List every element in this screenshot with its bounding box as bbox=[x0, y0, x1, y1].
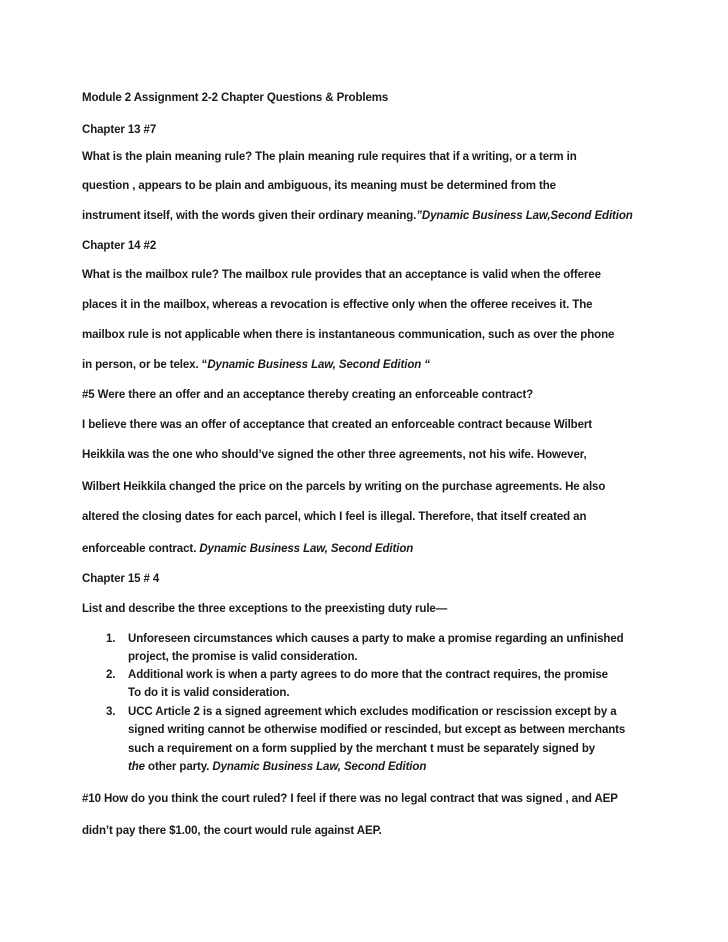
list-number: 1. bbox=[106, 633, 116, 645]
paragraph-line: I believe there was an offer of acceptance that created an enforceable contract because Wilbert bbox=[82, 419, 592, 431]
paragraph-line: What is the plain meaning rule? The plain meaning rule requires that if a writing, or a term in bbox=[82, 151, 577, 163]
paragraph-line: mailbox rule is not applicable when there is instantaneous communication, such as over the phone bbox=[82, 329, 615, 341]
paragraph-line: Wilbert Heikkila changed the price on the parcels by writing on the purchase agreements. He also bbox=[82, 481, 606, 493]
paragraph-text: in person, or be telex. “ bbox=[82, 359, 208, 371]
paragraph-line bbox=[82, 209, 633, 223]
list-item-line: signed writing cannot be otherwise modified or rescinded, but except as between merchants bbox=[128, 724, 626, 736]
citation: Dynamic Business Law, Second Edition “ bbox=[207, 359, 430, 371]
paragraph-line: didn’t pay there $1.00, the court would rule against AEP. bbox=[82, 825, 382, 837]
paragraph-line bbox=[82, 358, 430, 372]
paragraph-line: List and describe the three exceptions to the preexisting duty rule— bbox=[82, 603, 448, 615]
citation: Dynamic Business Law, Second Edition bbox=[212, 761, 427, 773]
citation: Dynamic Business Law, Second Edition bbox=[199, 543, 414, 555]
paragraph-text: instrument itself, with the words given their ordinary meaning. bbox=[82, 210, 417, 222]
paragraph-line: places it in the mailbox, whereas a revocation is effective only when the offeree receives it. The bbox=[82, 299, 593, 311]
chapter-14-heading: Chapter 14 #2 bbox=[82, 240, 157, 252]
chapter-15-heading: Chapter 15 # 4 bbox=[82, 573, 160, 585]
paragraph-line: altered the closing dates for each parcel, which I feel is illegal. Therefore, that itself created an bbox=[82, 511, 587, 523]
chapter-13-heading: Chapter 13 #7 bbox=[82, 124, 157, 136]
paragraph-line: What is the mailbox rule? The mailbox rule provides that an acceptance is valid when the offeree bbox=[82, 269, 601, 281]
list-item-text: other party. bbox=[144, 761, 213, 773]
list-item-text: the bbox=[128, 761, 145, 773]
question-10: #10 How do you think the court ruled? I feel if there was no legal contract that was signed , and AEP bbox=[82, 793, 618, 805]
paragraph-line bbox=[82, 542, 413, 556]
list-item-line: such a requirement on a form supplied by the merchant t must be separately signed by bbox=[128, 743, 596, 755]
document-title: Module 2 Assignment 2-2 Chapter Questions & Problems bbox=[82, 92, 389, 104]
list-number: 2. bbox=[106, 669, 116, 681]
paragraph-text: enforceable contract. bbox=[82, 543, 200, 555]
list-item-line: To do it is valid consideration. bbox=[128, 687, 290, 699]
list-item-line: project, the promise is valid consideration. bbox=[128, 651, 358, 663]
list-number: 3. bbox=[106, 706, 116, 718]
list-item-line bbox=[128, 760, 426, 774]
list-item-line: Additional work is when a party agrees to do more that the contract requires, the promise bbox=[128, 669, 608, 681]
citation: ”Dynamic Business Law,Second Edition bbox=[416, 210, 633, 222]
paragraph-line: Heikkila was the one who should’ve signed the other three agreements, not his wife. However, bbox=[82, 449, 587, 461]
list-item-line: UCC Article 2 is a signed agreement which excludes modification or rescission except by a bbox=[128, 706, 617, 718]
paragraph-line: question , appears to be plain and ambiguous, its meaning must be determined from the bbox=[82, 180, 556, 192]
list-item-line: Unforeseen circumstances which causes a party to make a promise regarding an unfinished bbox=[128, 633, 624, 645]
question-5: #5 Were there an offer and an acceptance thereby creating an enforceable contract? bbox=[82, 389, 534, 401]
